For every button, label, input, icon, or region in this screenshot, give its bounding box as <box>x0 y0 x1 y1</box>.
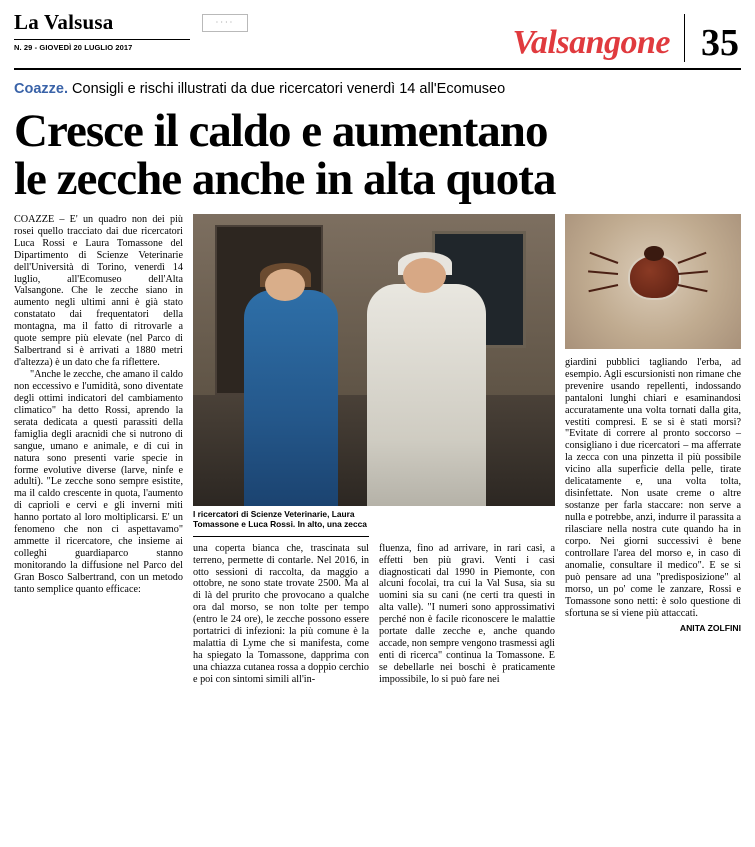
page-number: 35 <box>701 22 739 64</box>
section-block <box>513 10 742 62</box>
main-photo <box>193 214 555 506</box>
masthead-placeholder-box: ···· <box>202 14 248 32</box>
byline: ANITA ZOLFINI <box>679 623 741 634</box>
kicker <box>14 82 741 98</box>
tick-head <box>644 246 663 261</box>
photo-person-right <box>367 284 486 506</box>
masthead-rule <box>14 39 190 40</box>
issue-line: N. 29 - GIOVEDÌ 20 LUGLIO 2017 <box>14 43 133 52</box>
paragraph: una coperta bianca che, trascinata sul terreno, permette di contarle. Nel 2016, in otto sessioni di raccolta, da maggio a ottobre, ne sono state trovate 2500. Ma al di là del prurito che provocano a qualche ora dal morso, se non tolte per tempo (entro le 24 ore), le zecche possono essere portatrici di infezioni: la più comune è la malattia di Lyme che si manifesta, come ha spiegato la Tomassone, dapprima con una chiazza cutanea rossa a doppio cerchio e poi con sintomi simili all'in- <box>193 542 369 685</box>
paragraph: fluenza, fino ad arrivare, in rari casi, a effetti ben più gravi. Venti i casi diagnosticati dal 1990 in Piemonte, con alcuni focolai, tra cui la Val Susa, sia su uomini sia su cani (ne certi tra questi in alta valle). "I numeri sono approssimativi perché non è facile riconoscere le malattie portate dalle zecche e, anche quando accade, non sempre vengono trasmessi agli enti di ricerca" continua la Tomassone. E se debellarle nei boschi è praticamente impossibile, lo si può fare nei <box>379 542 555 685</box>
article-body <box>14 214 741 686</box>
tick-leg <box>588 284 618 292</box>
page-title <box>14 104 741 205</box>
article-column-3 <box>379 543 555 686</box>
masthead <box>14 10 741 62</box>
paragraph: COAZZE – E' un quadro non dei più rosei quello tracciato dai due ricercatori Luca Rossi e Laura Tomassone del Dipartimento di Scienze Veterinarie dell'Università di Torino, venerdì 14 luglio, all'Ecomuseo dell'Alta Valsangone. Che le zecche siano in aumento negli ultimi anni è già stato constatato dai frequentatori della montagna, ma il fatto di ritrovarle a quote sempre più elevate (nel Parco di Salbertrand si è arrivati a 1880 metri d'altezza) è un dato che fa riflettere. <box>14 213 183 369</box>
paper-name: La Valsusa <box>14 10 114 34</box>
article-column-1 <box>14 214 183 686</box>
photo-person-left <box>244 290 338 506</box>
photo-person-right-head <box>403 258 446 293</box>
article-column-4 <box>565 214 741 686</box>
paragraph: giardini pubblici tagliando l'erba, ad esempio. Agli escursionisti non rimane che prevenire usando repellenti, indossando pantaloni lunghi chiari e esaminandosi accuratamente una volta tornati dalla gita, vestiti compresi. E se si è stati morsi? "Evitate di correre al pronto soccorso – consigliano i due ricercatori – ma afferrate la zecca con una pinzetta il più possibile vicino alla superficie della pelle, tirate delicatamente e, una volta tolta, disinfettate. Non usate creme o altre sostanze per farla staccare: non serve a nulla e potrebbe, anzi, indurre il parassita a rilasciare nella nostra cute quando ha in corpo. Nei giorni successivi è bene controllare l'area del morso e, in caso di anomalie, consultare il medico". E se si può pensare ad una "predisposizione" al morso, un po' come le zanzare, Rossi e Tomassone sono netti: è solo questione di sfortuna se si viene più attaccati. <box>565 356 741 619</box>
center-columns <box>193 537 555 686</box>
tick-body <box>628 254 681 300</box>
tick-photo <box>565 214 741 349</box>
tick-leg <box>589 252 618 264</box>
masthead-spacer <box>248 10 513 62</box>
article-column-2 <box>193 543 369 686</box>
tick-leg <box>588 271 618 276</box>
article-center-block <box>193 214 555 686</box>
tick-leg <box>677 252 706 264</box>
headline-line-1: Cresce il caldo e aumentano <box>14 104 548 157</box>
masthead-left <box>14 10 194 62</box>
masthead-bottom-rule <box>14 68 741 70</box>
tick-leg <box>677 284 707 292</box>
section-title: Valsangone <box>512 24 670 61</box>
paragraph: "Anche le zecche, che amano il caldo non eccessivo e l'umidità, sono diventate degli ottimi indicatori del cambiamento climatico" ha detto Rossi, aprendo la serata dedicata a questi parassiti della famiglia degli aracnidi che si nutrono di sangue, umano e animale, e di cui in natura sono presenti varie specie in forme evolutive diverse (larve, ninfe e adulti). "Le zecche sono sempre esistite, ma il caldo crescente in quota, l'aumento di caprioli e cervi e gli inverni miti hanno portato al loro moltiplicarsi. E' un fenomeno che non ci aspettavamo" ammette il ricercatore, che insieme ai colleghi guardiaparco stanno monitorando la diffusione nel Parco del Gran Bosco Salbertrand, con un metodo tanto semplice quanto efficace: <box>14 369 183 595</box>
photo-caption: I ricercatori di Scienze Veterinarie, Laura Tomassone e Luca Rossi. In alto, una zecca <box>193 510 369 537</box>
tick-leg <box>678 271 708 276</box>
headline-line-2: le zecche anche in alta quota <box>14 152 556 205</box>
kicker-text: Consigli e rischi illustrati da due ricercatori venerdì 14 all'Ecomuseo <box>68 81 506 97</box>
kicker-place: Coazze. <box>14 81 68 97</box>
